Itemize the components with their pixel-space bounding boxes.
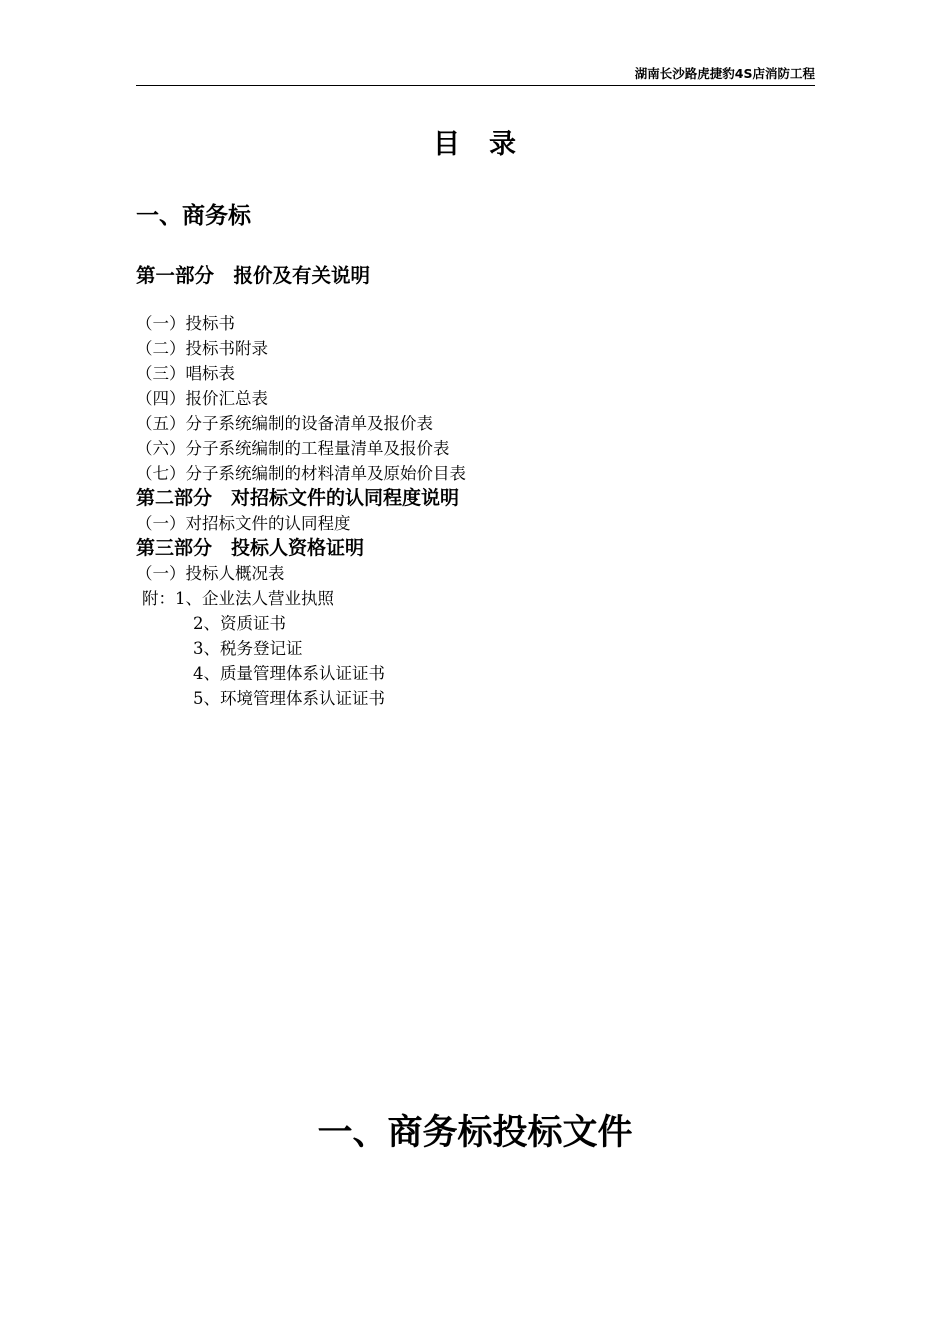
toc-item: （一）对招标文件的认同程度 — [136, 514, 351, 533]
toc-item: （一）投标书 — [136, 314, 235, 333]
toc-item: （一）投标人概况表 — [136, 564, 285, 583]
part1-heading: 第一部分 报价及有关说明 — [136, 264, 371, 287]
section-heading: 一、商务标 — [136, 203, 251, 229]
attachment-item: 5、环境管理体系认证证书 — [193, 689, 385, 708]
toc-list — [136, 311, 816, 711]
toc-item: （六）分子系统编制的工程量清单及报价表 — [136, 439, 450, 458]
page-header — [136, 66, 815, 86]
attachment-item: 附：1、企业法人营业执照 — [142, 589, 334, 608]
attachment-item: 4、质量管理体系认证证书 — [193, 664, 385, 683]
toc-item: （二）投标书附录 — [136, 339, 268, 358]
header-project-name: 湖南长沙路虎捷豹4S店消防工程 — [634, 66, 815, 81]
part2-heading: 第二部分 对招标文件的认同程度说明 — [136, 487, 460, 509]
toc-item: （三）唱标表 — [136, 364, 235, 383]
toc-title: 目 录 — [433, 129, 517, 160]
toc-item: （四）报价汇总表 — [136, 389, 268, 408]
next-page-title: 一、商务标投标文件 — [317, 1113, 633, 1153]
attachment-item: 3、税务登记证 — [193, 639, 303, 658]
toc-item: （五）分子系统编制的设备清单及报价表 — [136, 414, 433, 433]
toc-item: （七）分子系统编制的材料清单及原始价目表 — [136, 464, 466, 483]
part3-heading: 第三部分 投标人资格证明 — [136, 537, 365, 559]
attachment-item: 2、资质证书 — [193, 614, 286, 633]
